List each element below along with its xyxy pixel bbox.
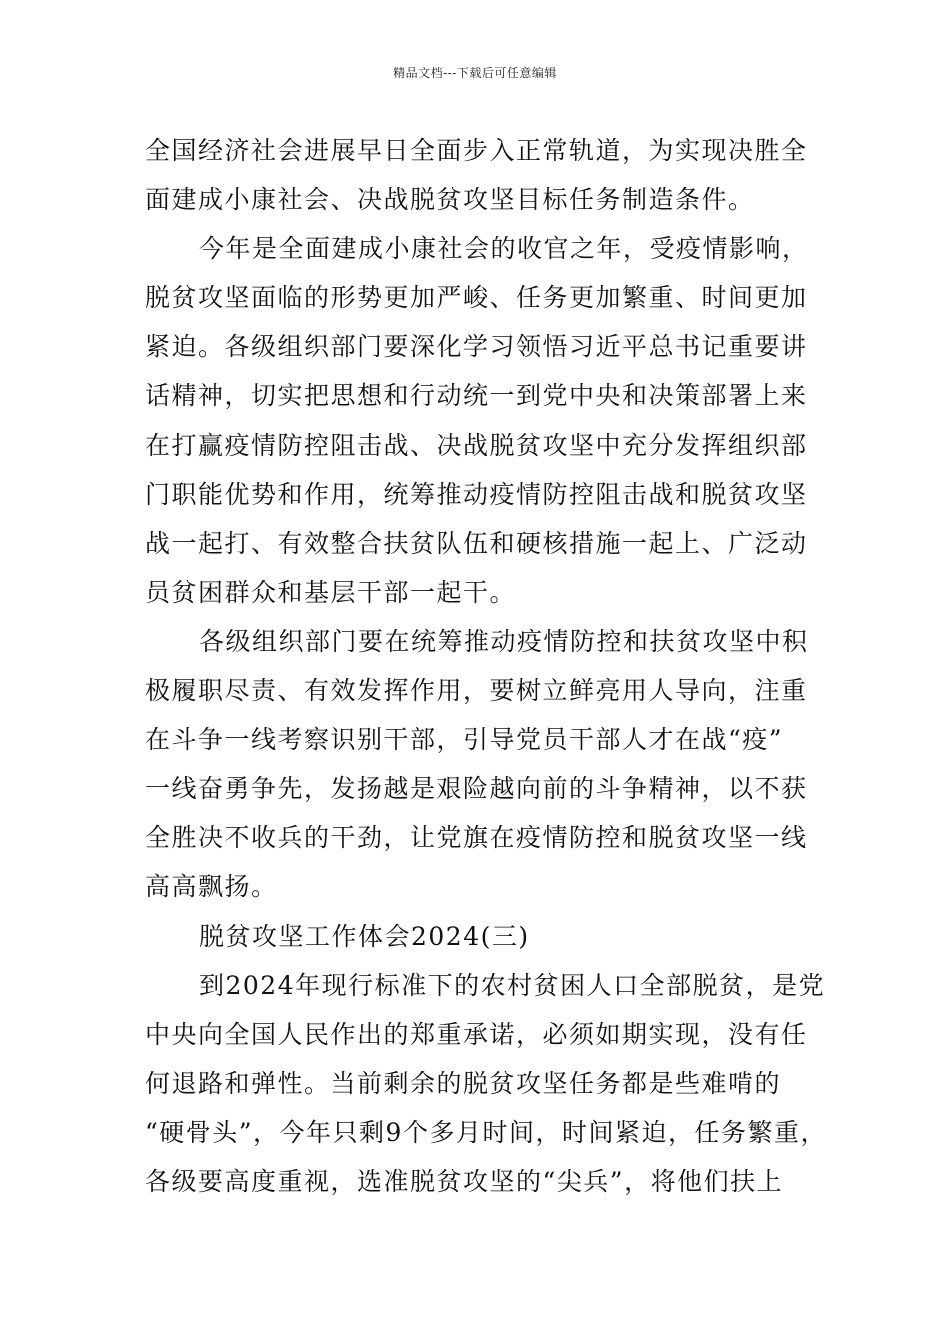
text-line: 何退路和弹性。当前剩余的脱贫攻坚任务都是些难啃的 (145, 1068, 782, 1098)
text-line: 门职能优势和作用，统筹推动疫情防控阻击战和脱贫攻坚 (145, 479, 808, 509)
text-line: 在打赢疫情防控阻击战、决战脱贫攻坚中充分发挥组织部 (145, 430, 808, 460)
text-line: 全国经济社会进展早日全面步入正常轨道，为实现决胜全 (145, 136, 808, 165)
text-line: 中央向全国人民作出的郑重承诺，必须如期实现，没有任 (145, 1019, 808, 1049)
text-line: 紧迫。各级组织部门要深化学习领悟习近平总书记重要讲 (145, 332, 808, 362)
text-line: 各级要高度重视，选准脱贫攻坚的“尖兵”，将他们扶上 (145, 1166, 784, 1196)
text-line: 话精神，切实把思想和行动统一到党中央和决策部署上来 (145, 381, 808, 411)
section-heading: 脱贫攻坚工作体会2024(三) (199, 921, 530, 951)
text-line: 面建成小康社会、决战脱贫攻坚目标任务制造条件。 (145, 185, 755, 215)
text-line: 高高飘扬。 (145, 872, 278, 902)
document-body (145, 126, 827, 1206)
text-line: 在斗争一线考察识别干部，引导党员干部人才在战“疫” (145, 725, 784, 755)
text-line: 全胜决不收兵的干劲，让党旗在疫情防控和脱贫攻坚一线 (145, 823, 808, 853)
text-line: 脱贫攻坚面临的形势更加严峻、任务更加繁重、时间更加 (145, 283, 808, 313)
text-line: 战一起打、有效整合扶贫队伍和硬核措施一起上、广泛动 (145, 528, 808, 558)
paragraph-start-line: 今年是全面建成小康社会的收官之年，受疫情影响， (199, 234, 809, 264)
text-line: 员贫困群众和基层干部一起干。 (145, 577, 517, 607)
paragraph-start-line: 各级组织部门要在统筹推动疫情防控和扶贫攻坚中积 (199, 626, 809, 656)
text-line: 一线奋勇争先，发扬越是艰险越向前的斗争精神，以不获 (145, 774, 808, 804)
text-line: “硬骨头”，今年只剩9个多月时间，时间紧迫，任务繁重， (145, 1117, 827, 1147)
text-line: 极履职尽责、有效发挥作用，要树立鲜亮用人导向，注重 (145, 676, 808, 706)
page-header: 精品文档---下载后可任意编辑 (393, 66, 557, 80)
paragraph-start-line: 到2024年现行标准下的农村贫困人口全部脱贫，是党 (199, 970, 826, 1000)
